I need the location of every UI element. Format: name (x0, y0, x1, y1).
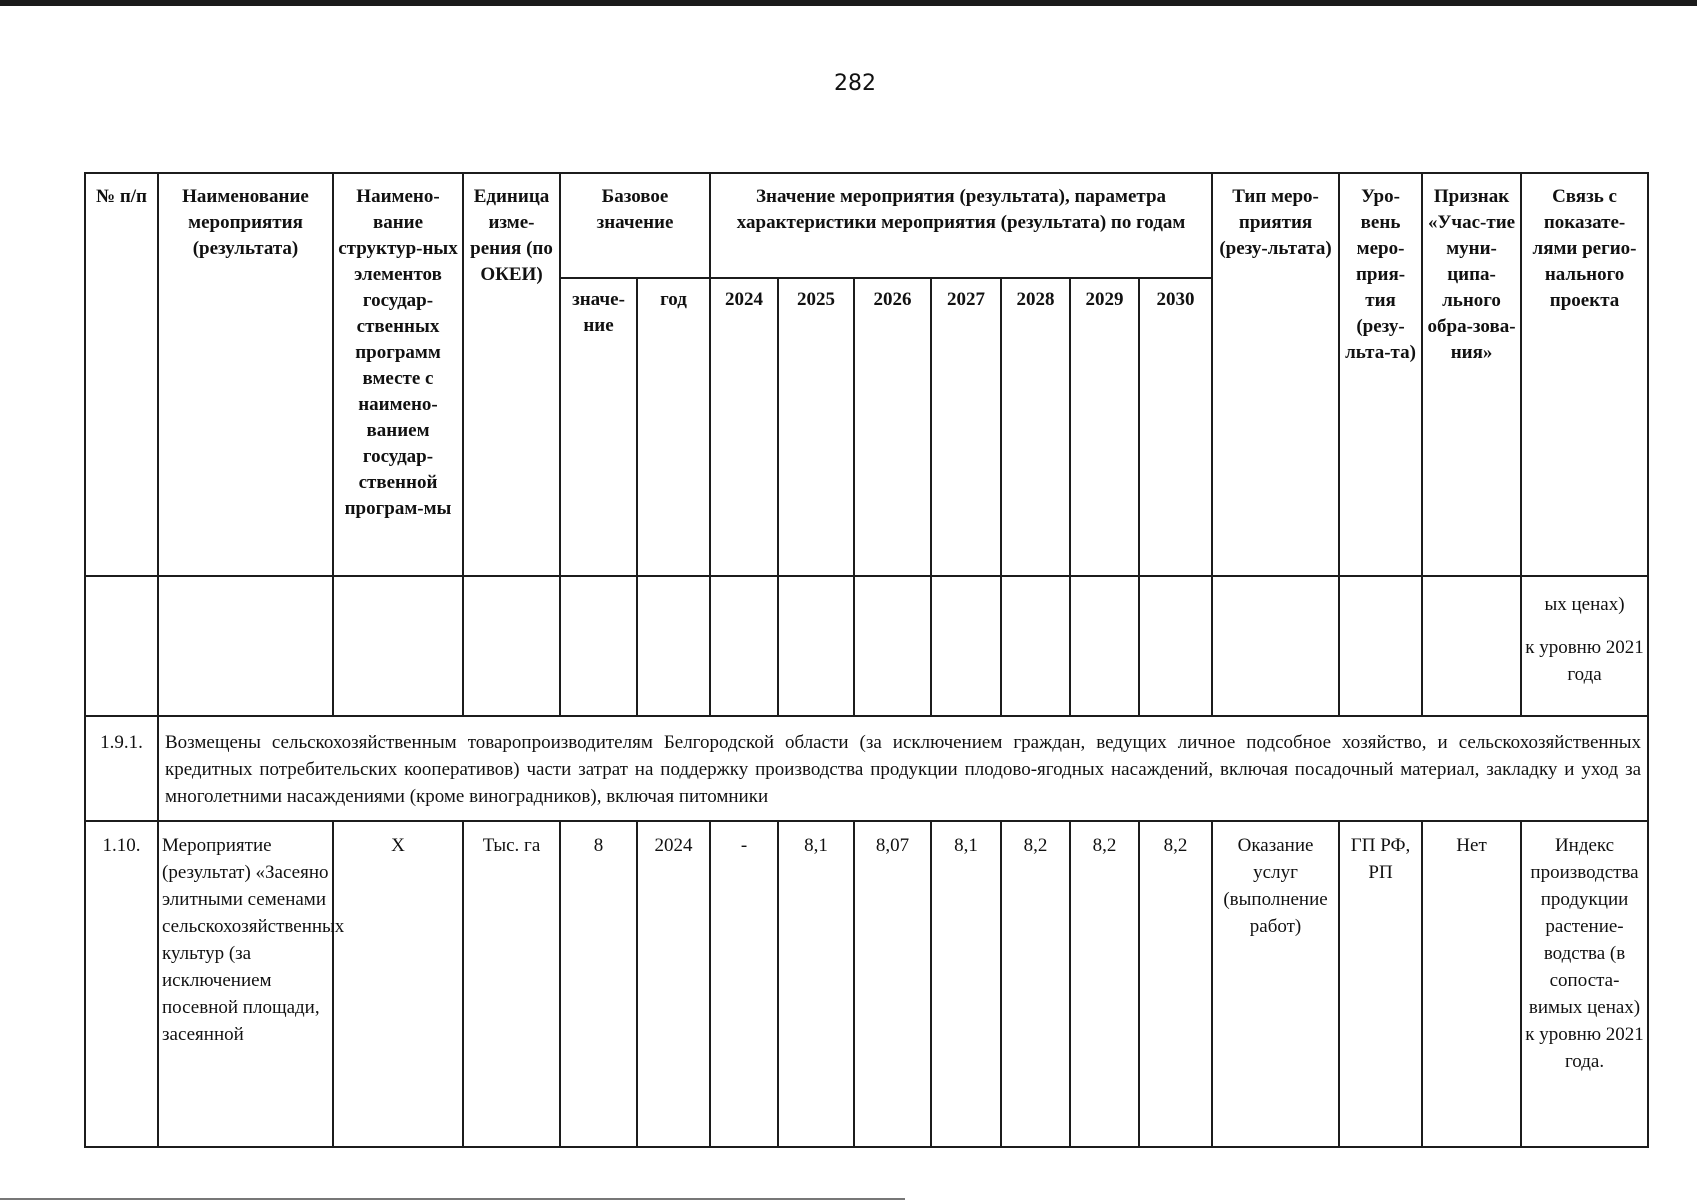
measure-type: Оказание услуг (выполнение работ) (1212, 821, 1339, 1147)
top-border-line (0, 0, 1697, 6)
measure-project-link: Индекс производства продукции растение-водства (в сопоста-вимых ценах) к уровню 2021 года. (1521, 821, 1648, 1147)
header-year-2025: 2025 (778, 278, 854, 576)
header-num: № п/п (85, 173, 158, 576)
header-year-2030: 2030 (1139, 278, 1212, 576)
measure-level: ГП РФ, РП (1339, 821, 1422, 1147)
header-base-value: Базовое значение (560, 173, 710, 278)
header-municipal-participation: Признак «Учас-тие муни-ципа-льного обра-зова-ния» (1422, 173, 1521, 576)
section-number: 1.9.1. (85, 716, 158, 821)
measure-number: 1.10. (85, 821, 158, 1147)
measure-base-year: 2024 (637, 821, 710, 1147)
measure-value-2025: 8,1 (778, 821, 854, 1147)
measure-value-2026: 8,07 (854, 821, 931, 1147)
header-year-2026: 2026 (854, 278, 931, 576)
section-text: Возмещены сельскохозяйственным товаропроизводителям Белгородской области (за исключением граждан, ведущих личное подсобное хозяйство, и сельскохозяйственных кредитных потребительских кооперативов) части затрат на поддержку производства продукции плодово-ягодных насаждений, включая посадочный материал, закладку и уход за многолетними насаждениями (кроме виноградников), включая питомники (158, 716, 1648, 821)
header-measure-level: Уро-вень меро-прия-тия (резу-льта-та) (1339, 173, 1422, 576)
measure-row (85, 821, 1648, 1147)
continued-link-line1: ых ценах) (1544, 594, 1625, 615)
header-base-value-value: значе-ние (560, 278, 637, 576)
measure-unit: Тыс. га (463, 821, 560, 1147)
header-unit: Единица изме-рения (по ОКЕИ) (463, 173, 560, 576)
measure-structural: Х (333, 821, 463, 1147)
header-structural-elements: Наимено-вание структур-ных элементов государ-ственных программ вместе с наимено-ванием государ-ственной програм-мы (333, 173, 463, 576)
header-year-2028: 2028 (1001, 278, 1070, 576)
measure-value-2027: 8,1 (931, 821, 1001, 1147)
measure-value-2028: 8,2 (1001, 821, 1070, 1147)
header-base-value-year: год (637, 278, 710, 576)
page-number: 282 (834, 71, 876, 96)
header-values-by-year: Значение мероприятия (результата), параметра характеристики мероприятия (результата) по годам (710, 173, 1212, 278)
measure-name: Мероприятие (результат) «Засеяно элитными семенами сельскохозяйственных культур (за исключением посевной площади, засеянной (158, 821, 333, 1147)
header-year-2024: 2024 (710, 278, 778, 576)
header-measure-type: Тип меро-приятия (резу-льтата) (1212, 173, 1339, 576)
continued-link-line2: к уровню 2021 года (1525, 637, 1644, 685)
measure-municipal: Нет (1422, 821, 1521, 1147)
header-year-2027: 2027 (931, 278, 1001, 576)
measure-value-2030: 8,2 (1139, 821, 1212, 1147)
measure-value-2024: - (710, 821, 778, 1147)
header-year-2029: 2029 (1070, 278, 1139, 576)
header-measure-name: Наименование мероприятия (результата) (158, 173, 333, 576)
header-project-link: Связь с показате-лями регио-нального проекта (1521, 173, 1648, 576)
continued-link-cell (1521, 576, 1648, 716)
measures-table (84, 172, 1649, 1148)
section-row (85, 716, 1648, 821)
continued-row (85, 576, 1648, 716)
header-row-top (85, 173, 1648, 278)
measure-value-2029: 8,2 (1070, 821, 1139, 1147)
measure-base-value: 8 (560, 821, 637, 1147)
